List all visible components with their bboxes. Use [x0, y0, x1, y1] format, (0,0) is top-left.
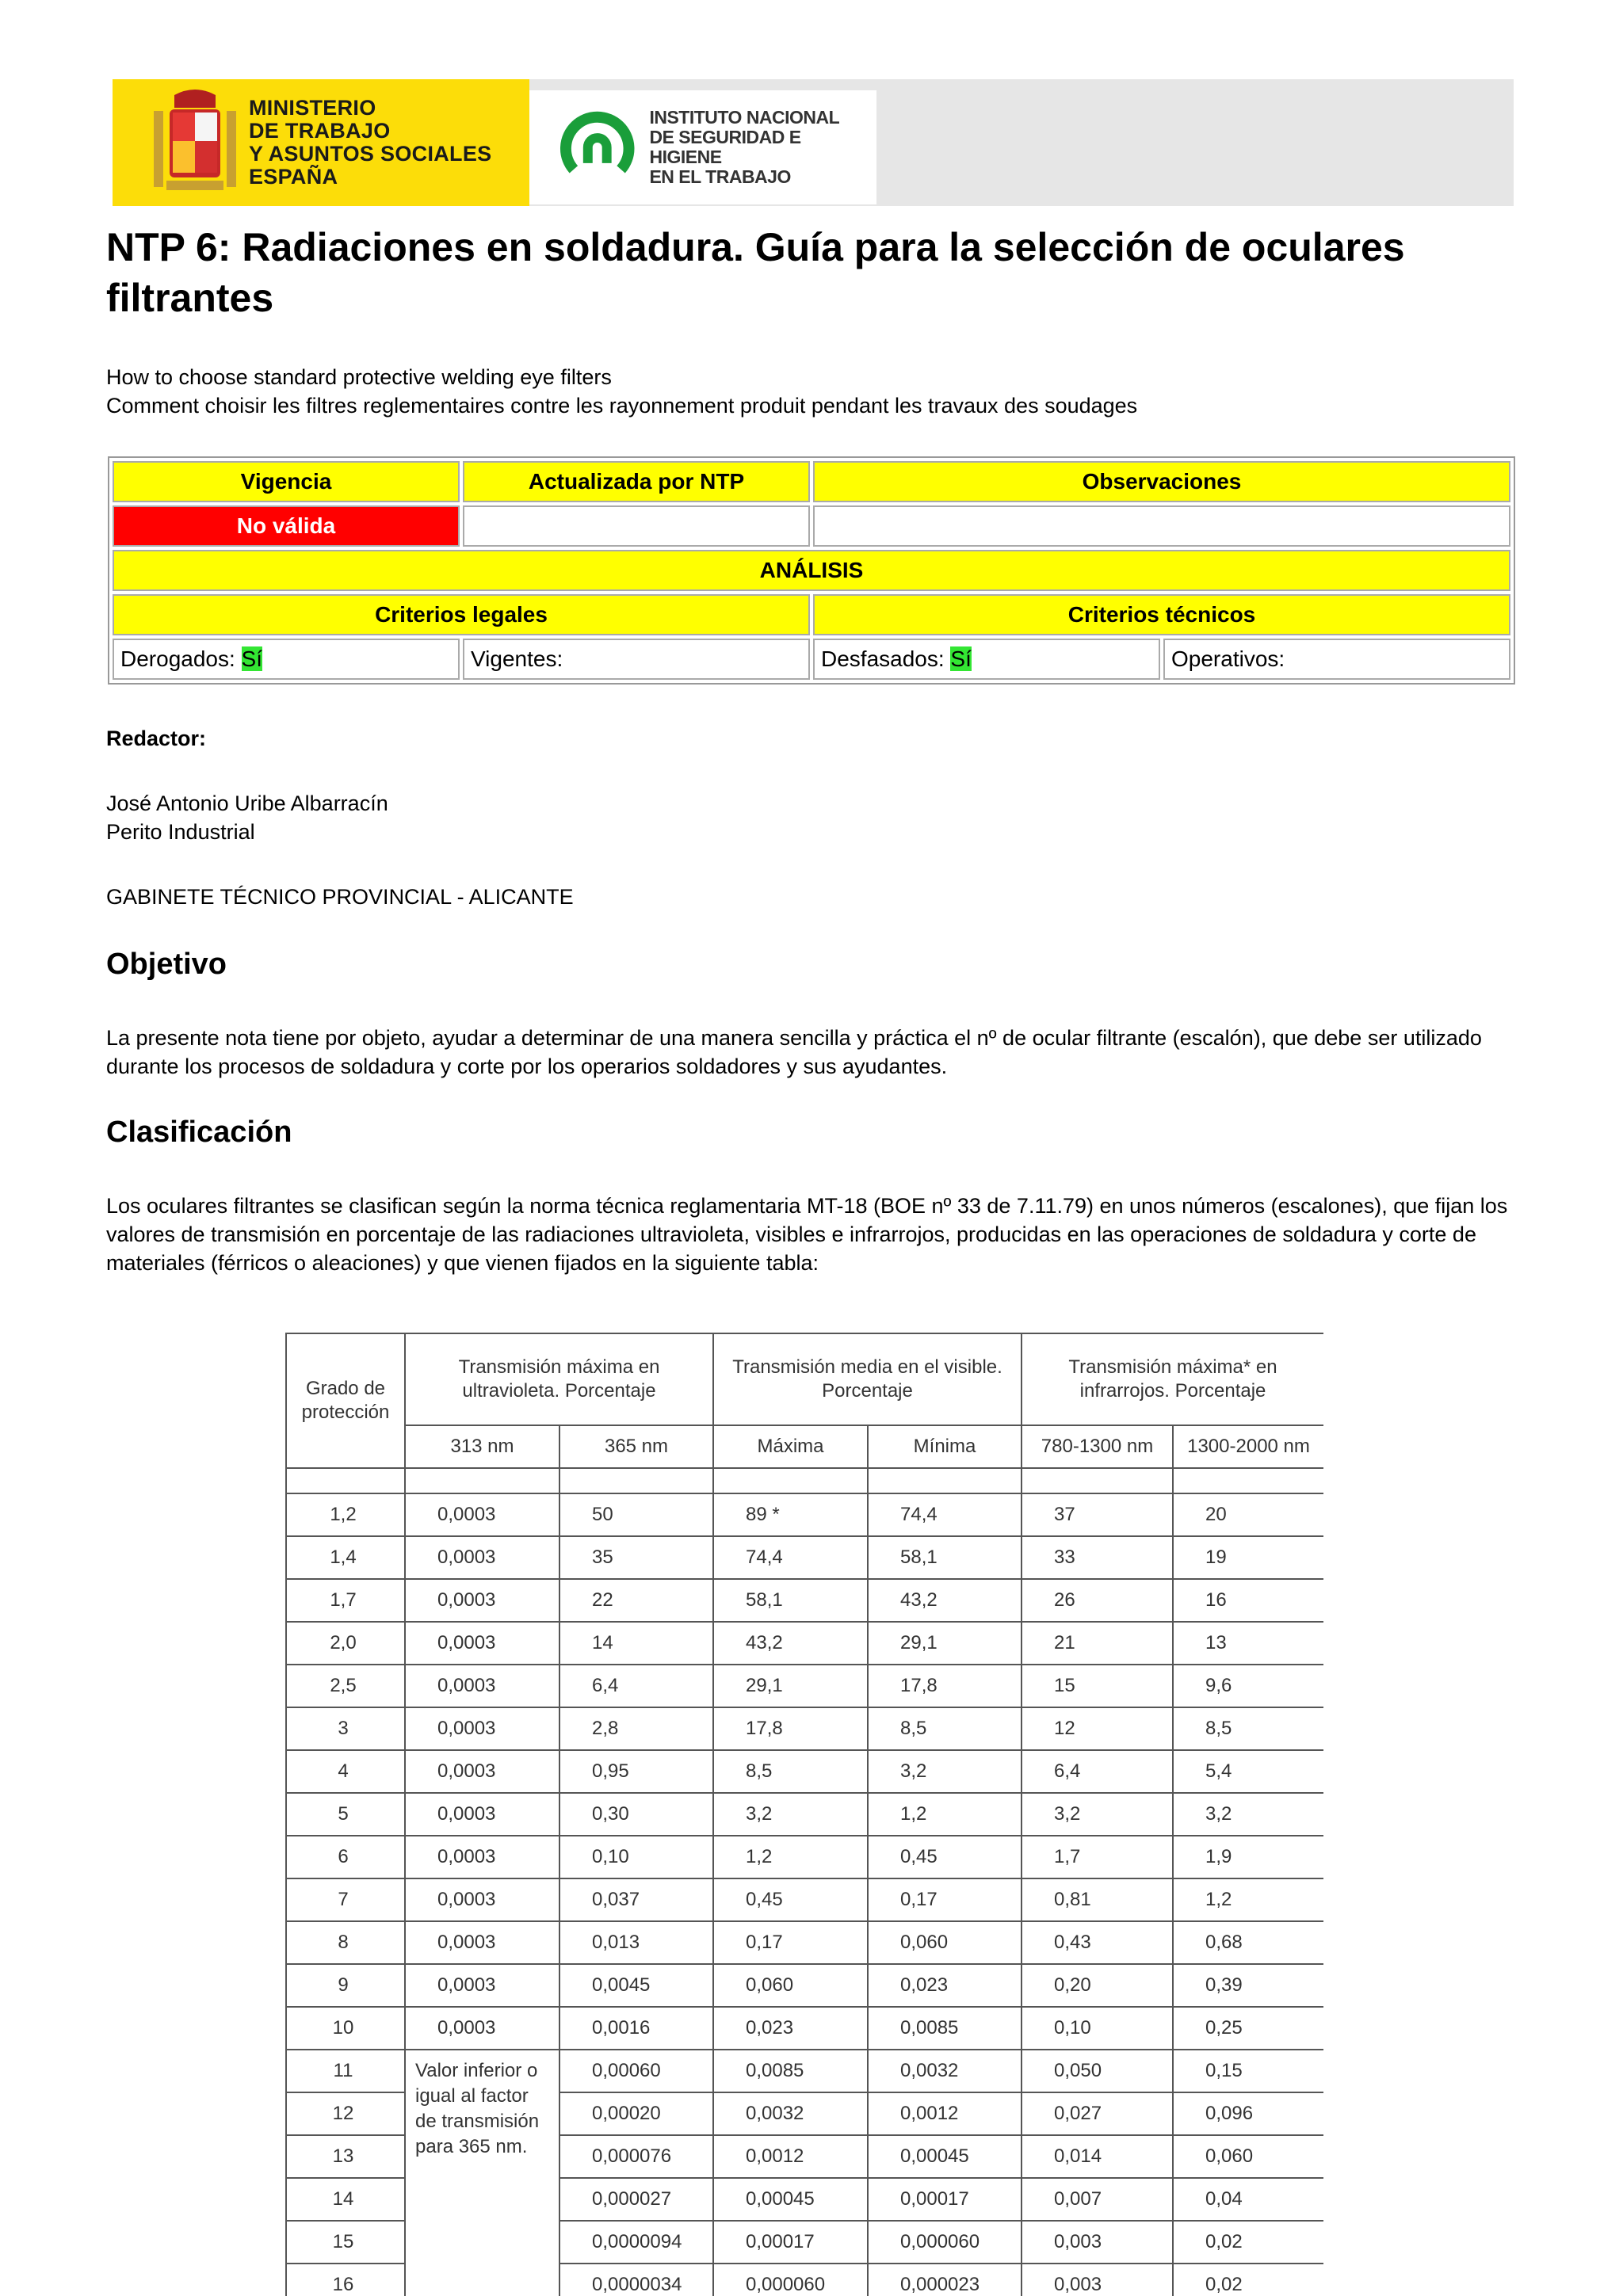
value-cell: 0,00017	[713, 2221, 868, 2264]
redactor-name: José Antonio Uribe Albarracín	[106, 791, 388, 815]
value-cell: 3,2	[1173, 1793, 1323, 1836]
value-cell: 0,0000034	[559, 2264, 713, 2296]
vigentes-cell	[463, 639, 810, 680]
value-cell: 50	[559, 1493, 713, 1536]
value-cell: 0,0003	[405, 1921, 559, 1964]
value-cell: 89 *	[713, 1493, 868, 1536]
table-row	[286, 1750, 1323, 1793]
table-row	[286, 1493, 1323, 1536]
value-cell: 12	[1022, 1707, 1173, 1750]
value-cell: 0,45	[868, 1836, 1022, 1878]
grado-cell: 16	[286, 2264, 405, 2296]
grado-cell: 1,2	[286, 1493, 405, 1536]
value-cell: 3,2	[713, 1793, 868, 1836]
criterios-tecnicos-header: Criterios técnicos	[813, 594, 1510, 635]
value-cell: 0,003	[1022, 2221, 1173, 2264]
value-cell: 0,00045	[713, 2178, 868, 2221]
value-cell: 0,02	[1173, 2221, 1323, 2264]
table-row	[286, 2007, 1323, 2050]
value-cell: 0,0003	[405, 1493, 559, 1536]
value-cell: 0,0016	[559, 2007, 713, 2050]
subtitles	[106, 363, 1137, 420]
instituto-line: EN EL TRABAJO	[649, 166, 791, 187]
table-row	[286, 1921, 1323, 1964]
value-cell: 0,060	[713, 1964, 868, 2007]
value-cell: 0,39	[1173, 1964, 1323, 2007]
value-cell: 0,43	[1022, 1921, 1173, 1964]
value-cell: 0,003	[1022, 2264, 1173, 2296]
col-grado: Grado de protección	[286, 1333, 405, 1468]
spacer-cell	[868, 1468, 1022, 1493]
page-title: NTP 6: Radiaciones en soldadura. Guía para la selección de oculares filtrantes	[106, 225, 1405, 320]
col-maxima: Máxima	[713, 1425, 868, 1468]
value-cell: 0,0000094	[559, 2221, 713, 2264]
observaciones-value	[813, 505, 1510, 547]
value-cell: 8,5	[1173, 1707, 1323, 1750]
value-cell: 0,000060	[868, 2221, 1022, 2264]
value-cell: 0,0003	[405, 1964, 559, 2007]
value-cell: 0,0012	[713, 2135, 868, 2178]
redactor-role: Perito Industrial	[106, 820, 255, 844]
value-cell: 6,4	[1022, 1750, 1173, 1793]
transmission-table	[285, 1333, 1323, 2296]
value-cell: 22	[559, 1579, 713, 1622]
value-cell: 0,04	[1173, 2178, 1323, 2221]
table-row	[286, 1878, 1323, 1921]
objetivo-heading: Objetivo	[106, 948, 227, 981]
note-313-cell: Valor inferior o igual al factor de transmisión para 365 nm.	[405, 2050, 559, 2296]
ministerio-line: ESPAÑA	[249, 165, 338, 189]
value-cell: 0,023	[713, 2007, 868, 2050]
value-cell: 43,2	[713, 1622, 868, 1665]
value-cell: 0,0003	[405, 1793, 559, 1836]
value-cell: 0,000023	[868, 2264, 1022, 2296]
subtitle-en: How to choose standard protective welding eye filters	[106, 365, 612, 389]
grado-cell: 9	[286, 1964, 405, 2007]
value-cell: 0,0003	[405, 1836, 559, 1878]
transmission-table-image	[285, 1333, 1323, 2296]
value-cell: 58,1	[713, 1579, 868, 1622]
col-365: 365 nm	[559, 1425, 713, 1468]
value-cell: 43,2	[868, 1579, 1022, 1622]
value-cell: 13	[1173, 1622, 1323, 1665]
derogados-value: Sí	[241, 646, 263, 671]
value-cell: 1,7	[1022, 1836, 1173, 1878]
criterios-legales-header: Criterios legales	[113, 594, 810, 635]
redactor-label: Redactor:	[106, 727, 207, 750]
value-cell: 35	[559, 1536, 713, 1579]
col-minima: Mínima	[868, 1425, 1022, 1468]
value-cell: 37	[1022, 1493, 1173, 1536]
insht-logo-icon	[558, 108, 636, 187]
value-cell: 0,00045	[868, 2135, 1022, 2178]
value-cell: 0,45	[713, 1878, 868, 1921]
grado-cell: 3	[286, 1707, 405, 1750]
value-cell: 0,013	[559, 1921, 713, 1964]
value-cell: 2,8	[559, 1707, 713, 1750]
grado-cell: 5	[286, 1793, 405, 1836]
value-cell: 0,0003	[405, 1665, 559, 1707]
value-cell: 8,5	[713, 1750, 868, 1793]
value-cell: 0,0032	[868, 2050, 1022, 2092]
spacer-cell	[1022, 1468, 1173, 1493]
value-cell: 0,023	[868, 1964, 1022, 2007]
value-cell: 0,95	[559, 1750, 713, 1793]
ministerio-line: Y ASUNTOS SOCIALES	[249, 142, 492, 166]
value-cell: 0,0003	[405, 1707, 559, 1750]
derogados-label: Derogados:	[120, 646, 235, 671]
vigencia-value: No válida	[113, 505, 460, 547]
ministerio-line: DE TRABAJO	[249, 119, 391, 143]
col-780-1300: 780-1300 nm	[1022, 1425, 1173, 1468]
value-cell: 17,8	[713, 1707, 868, 1750]
value-cell: 3,2	[1022, 1793, 1173, 1836]
value-cell: 1,2	[868, 1793, 1022, 1836]
grado-cell: 12	[286, 2092, 405, 2135]
value-cell: 0,00060	[559, 2050, 713, 2092]
value-cell: 0,000076	[559, 2135, 713, 2178]
value-cell: 3,2	[868, 1750, 1022, 1793]
grado-cell: 4	[286, 1750, 405, 1793]
spacer-cell	[713, 1468, 868, 1493]
value-cell: 20	[1173, 1493, 1323, 1536]
value-cell: 0,050	[1022, 2050, 1173, 2092]
value-cell: 0,0032	[713, 2092, 868, 2135]
grado-cell: 13	[286, 2135, 405, 2178]
grado-cell: 10	[286, 2007, 405, 2050]
analisis-header: ANÁLISIS	[113, 550, 1510, 591]
value-cell: 9,6	[1173, 1665, 1323, 1707]
value-cell: 0,20	[1022, 1964, 1173, 2007]
value-cell: 0,0003	[405, 1536, 559, 1579]
instituto-line: INSTITUTO NACIONAL	[649, 107, 840, 128]
table-row	[286, 1707, 1323, 1750]
operativos-label: Operativos:	[1171, 646, 1285, 671]
spacer-cell	[405, 1468, 559, 1493]
spacer-cell	[559, 1468, 713, 1493]
value-cell: 29,1	[713, 1665, 868, 1707]
clasificacion-heading: Clasificación	[106, 1116, 292, 1149]
clasificacion-text: Los oculares filtrantes se clasifican según la norma técnica reglamentaria MT-18 (BOE nº 33 de 7.11.79) en unos números (escalones), que fijan los valores de transmisión en porcentaje de las radiaciones ultravioleta, visibles e infrarrojos, producidas en las operaciones de soldadura y corte de materiales (férricos o aleaciones) y que vienen fijados en la siguiente tabla:	[106, 1194, 1508, 1275]
coat-of-arms-icon	[151, 87, 239, 198]
desfasados-cell	[813, 639, 1160, 680]
value-cell: 74,4	[868, 1493, 1022, 1536]
grado-cell: 2,0	[286, 1622, 405, 1665]
value-cell: 26	[1022, 1579, 1173, 1622]
value-cell: 0,17	[868, 1878, 1022, 1921]
redactor-office: GABINETE TÉCNICO PROVINCIAL - ALICANTE	[106, 885, 574, 909]
header-vigencia: Vigencia	[113, 461, 460, 502]
header-actualizada: Actualizada por NTP	[463, 461, 810, 502]
col-vis: Transmisión media en el visible. Porcentaje	[713, 1333, 1022, 1425]
value-cell: 0,0003	[405, 1579, 559, 1622]
value-cell: 5,4	[1173, 1750, 1323, 1793]
value-cell: 0,060	[1173, 2135, 1323, 2178]
value-cell: 1,9	[1173, 1836, 1323, 1878]
grado-cell: 6	[286, 1836, 405, 1878]
grado-cell: 7	[286, 1878, 405, 1921]
value-cell: 29,1	[868, 1622, 1022, 1665]
table-row	[286, 1665, 1323, 1707]
value-cell: 0,10	[1022, 2007, 1173, 2050]
value-cell: 0,0003	[405, 1750, 559, 1793]
value-cell: 0,68	[1173, 1921, 1323, 1964]
grado-cell: 1,4	[286, 1536, 405, 1579]
value-cell: 1,2	[1173, 1878, 1323, 1921]
value-cell: 16	[1173, 1579, 1323, 1622]
value-cell: 0,0045	[559, 1964, 713, 2007]
value-cell: 0,0085	[713, 2050, 868, 2092]
value-cell: 15	[1022, 1665, 1173, 1707]
value-cell: 0,10	[559, 1836, 713, 1878]
value-cell: 14	[559, 1622, 713, 1665]
value-cell: 0,02	[1173, 2264, 1323, 2296]
value-cell: 58,1	[868, 1536, 1022, 1579]
operativos-cell	[1163, 639, 1510, 680]
instituto-logo	[529, 90, 876, 204]
grado-cell: 15	[286, 2221, 405, 2264]
desfasados-value: Sí	[950, 646, 972, 671]
value-cell: 17,8	[868, 1665, 1022, 1707]
value-cell: 0,027	[1022, 2092, 1173, 2135]
grado-cell: 14	[286, 2178, 405, 2221]
col-ir: Transmisión máxima* en infrarrojos. Porcentaje	[1022, 1333, 1323, 1425]
objetivo-text: La presente nota tiene por objeto, ayudar a determinar de una manera sencilla y práctica el nº de ocular filtrante (escalón), que debe ser utilizado durante los procesos de soldadura y corte por los operarios soldadores y sus ayudantes.	[106, 1026, 1482, 1078]
value-cell: 0,0003	[405, 1878, 559, 1921]
spacer-cell	[1173, 1468, 1323, 1493]
value-cell: 0,30	[559, 1793, 713, 1836]
value-cell: 8,5	[868, 1707, 1022, 1750]
table-row	[286, 1622, 1323, 1665]
desfasados-label: Desfasados:	[821, 646, 945, 671]
value-cell: 0,096	[1173, 2092, 1323, 2135]
table-row	[286, 1793, 1323, 1836]
ministerio-line: MINISTERIO	[249, 96, 376, 120]
value-cell: 0,014	[1022, 2135, 1173, 2178]
value-cell: 0,15	[1173, 2050, 1323, 2092]
value-cell: 0,060	[868, 1921, 1022, 1964]
col-313: 313 nm	[405, 1425, 559, 1468]
ministerio-logo	[113, 79, 529, 206]
value-cell: 0,81	[1022, 1878, 1173, 1921]
grado-cell: 2,5	[286, 1665, 405, 1707]
value-cell: 0,037	[559, 1878, 713, 1921]
table-row	[286, 1964, 1323, 2007]
value-cell: 0,00020	[559, 2092, 713, 2135]
value-cell: 21	[1022, 1622, 1173, 1665]
table-row	[286, 1536, 1323, 1579]
table-row	[286, 1579, 1323, 1622]
value-cell: 0,000027	[559, 2178, 713, 2221]
redactor-block	[106, 789, 388, 846]
derogados-cell	[113, 639, 460, 680]
grado-cell: 11	[286, 2050, 405, 2092]
vigentes-label: Vigentes:	[471, 646, 563, 671]
value-cell: 0,0012	[868, 2092, 1022, 2135]
instituto-line: DE SEGURIDAD E HIGIENE	[649, 127, 801, 167]
value-cell: 74,4	[713, 1536, 868, 1579]
value-cell: 0,0003	[405, 1622, 559, 1665]
col-1300-2000: 1300-2000 nm	[1173, 1425, 1323, 1468]
grado-cell: 1,7	[286, 1579, 405, 1622]
value-cell: 0,25	[1173, 2007, 1323, 2050]
spacer-cell	[286, 1468, 405, 1493]
subtitle-fr: Comment choisir les filtres reglementaires contre les rayonnement produit pendant les travaux des soudages	[106, 394, 1138, 418]
actualizada-value	[463, 505, 810, 547]
value-cell: 1,2	[713, 1836, 868, 1878]
value-cell: 33	[1022, 1536, 1173, 1579]
value-cell: 0,17	[713, 1921, 868, 1964]
value-cell: 0,000060	[713, 2264, 868, 2296]
value-cell: 6,4	[559, 1665, 713, 1707]
value-cell: 0,007	[1022, 2178, 1173, 2221]
status-table	[108, 456, 1515, 685]
col-uv: Transmisión máxima en ultravioleta. Porcentaje	[405, 1333, 713, 1425]
header-observaciones: Observaciones	[813, 461, 1510, 502]
value-cell: 19	[1173, 1536, 1323, 1579]
value-cell: 0,00017	[868, 2178, 1022, 2221]
value-cell: 0,0003	[405, 2007, 559, 2050]
value-cell: 0,0085	[868, 2007, 1022, 2050]
table-row	[286, 1836, 1323, 1878]
table-row	[286, 2050, 1323, 2092]
grado-cell: 8	[286, 1921, 405, 1964]
